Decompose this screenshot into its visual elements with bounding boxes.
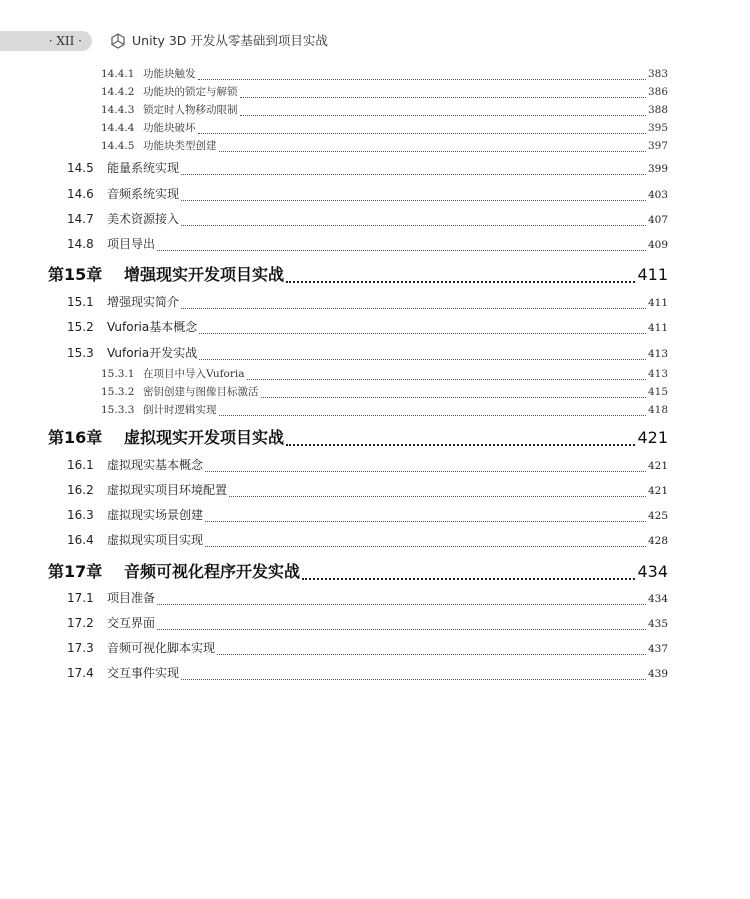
dot-leader [219, 415, 646, 416]
toc-entry-title: 音频可视化程序开发实战 [124, 562, 301, 581]
toc-entry-page: 411 [647, 322, 668, 334]
toc-entry-title: 在项目中导入Vuforia [143, 368, 245, 380]
toc-entry-page: 434 [647, 593, 668, 605]
toc-entry [0, 342, 750, 364]
toc-entry-title: 虚拟现实项目实现 [107, 533, 204, 547]
toc-entry-number: 15.3.2 [101, 386, 135, 398]
toc-entry-page: 397 [647, 140, 668, 152]
toc-entry [0, 559, 750, 585]
dot-leader [199, 333, 646, 334]
dot-leader [261, 397, 646, 398]
page-number-tab: · XII · [0, 31, 92, 51]
dot-leader [217, 654, 646, 655]
dot-leader [229, 496, 646, 497]
toc-entry [0, 637, 750, 659]
toc-entry-title: 功能块类型创建 [143, 140, 217, 152]
toc-entry-page: 415 [647, 386, 668, 398]
toc-entry-number: 第16章 [48, 428, 103, 447]
dot-leader [247, 379, 646, 380]
toc-entry-number: 17.4 [67, 666, 94, 680]
toc-entry [0, 365, 750, 383]
toc-entry-page: 437 [647, 643, 668, 655]
toc-entry-title: Vuforia基本概念 [107, 320, 198, 334]
toc-entry-page: 411 [637, 265, 668, 284]
running-header [0, 30, 420, 52]
toc-entry-number: 16.4 [67, 533, 94, 547]
toc-entry-page: 383 [647, 68, 668, 80]
toc-entry-page: 418 [647, 404, 668, 416]
toc-entry-title: 交互界面 [107, 616, 156, 630]
toc-entry-page: 403 [647, 189, 668, 201]
toc-entry-number: 第15章 [48, 265, 103, 284]
toc-entry-title: 虚拟现实开发项目实战 [124, 428, 285, 447]
toc-entry-title: 美术资源接入 [107, 212, 180, 226]
toc-entry-title: 锁定时人物移动限制 [143, 104, 238, 116]
toc-entry-title: 项目准备 [107, 591, 156, 605]
dot-leader [199, 359, 646, 360]
toc-entry-title: 交互事件实现 [107, 666, 180, 680]
toc-entry-number: 14.8 [67, 237, 94, 251]
toc-entry-number: 14.7 [67, 212, 94, 226]
toc-entry-title: 项目导出 [107, 237, 156, 251]
toc-entry-number: 14.4.2 [101, 86, 135, 98]
toc-entry [0, 157, 750, 179]
toc-entry-number: 16.3 [67, 508, 94, 522]
toc-entry-number: 15.1 [67, 295, 94, 309]
toc-entry [0, 119, 750, 137]
dot-leader [205, 471, 646, 472]
toc-entry-page: 439 [647, 668, 668, 680]
unity-logo-icon [110, 33, 126, 49]
toc-entry-page: 425 [647, 510, 668, 522]
toc-entry [0, 291, 750, 313]
toc-entry [0, 208, 750, 230]
toc-entry-number: 17.1 [67, 591, 94, 605]
toc-entry-page: 388 [647, 104, 668, 116]
toc-entry-page: 395 [647, 122, 668, 134]
toc-entry-page: 413 [647, 348, 668, 360]
toc-entry-title: 能量系统实现 [107, 161, 180, 175]
toc-entry [0, 479, 750, 501]
toc-entry-title: 音频可视化脚本实现 [107, 641, 216, 655]
toc-entry [0, 233, 750, 255]
dot-leader [181, 679, 646, 680]
toc-entry-page: 386 [647, 86, 668, 98]
toc-entry-title: 虚拟现实场景创建 [107, 508, 204, 522]
toc-entry [0, 454, 750, 476]
toc-entry [0, 83, 750, 101]
dot-leader [157, 629, 646, 630]
toc-entry-number: 17.3 [67, 641, 94, 655]
toc-entry-title: 虚拟现实项目环境配置 [107, 483, 228, 497]
toc-entry-number: 14.6 [67, 187, 94, 201]
dot-leader [198, 133, 646, 134]
toc-entry-title: 增强现实开发项目实战 [124, 265, 285, 284]
toc-entry-title: 增强现实简介 [107, 295, 180, 309]
toc-entry [0, 425, 750, 451]
toc-entry [0, 587, 750, 609]
toc-entry-number: 14.4.3 [101, 104, 135, 116]
toc-entry-number: 17.2 [67, 616, 94, 630]
toc-entry-number: 14.4.1 [101, 68, 135, 80]
toc-entry-page: 428 [647, 535, 668, 547]
toc-entry-number: 15.2 [67, 320, 94, 334]
toc-entry-number: 15.3 [67, 346, 94, 360]
toc-entry-number: 14.4.4 [101, 122, 135, 134]
toc-entry [0, 183, 750, 205]
toc-entry [0, 612, 750, 634]
toc-entry [0, 137, 750, 155]
toc-entry [0, 504, 750, 526]
toc-entry-page: 407 [647, 214, 668, 226]
toc-entry-page: 413 [647, 368, 668, 380]
toc-entry-number: 15.3.1 [101, 368, 135, 380]
toc-entry [0, 262, 750, 288]
dot-leader [302, 578, 635, 580]
toc-entry [0, 316, 750, 338]
toc-entry-title: 功能块破坏 [143, 122, 196, 134]
toc-entry-number: 第17章 [48, 562, 103, 581]
toc-entry [0, 662, 750, 684]
toc-entry-page: 421 [647, 460, 668, 472]
toc-entry-page: 411 [647, 297, 668, 309]
toc-entry-number: 16.1 [67, 458, 94, 472]
dot-leader [205, 546, 646, 547]
toc-entry-page: 421 [647, 485, 668, 497]
toc-entry-title: 功能块触发 [143, 68, 196, 80]
toc-entry-number: 14.5 [67, 161, 94, 175]
toc-entry [0, 65, 750, 83]
toc-entry-title: 倒计时逻辑实现 [143, 404, 217, 416]
toc-entry-number: 14.4.5 [101, 140, 135, 152]
toc-entry-page: 435 [647, 618, 668, 630]
toc-entry-title: Vuforia开发实战 [107, 346, 198, 360]
toc-entry-number: 15.3.3 [101, 404, 135, 416]
toc-entry [0, 101, 750, 119]
dot-leader [286, 444, 635, 446]
toc-entry-title: 功能块的锁定与解锁 [143, 86, 238, 98]
toc-entry-title: 虚拟现实基本概念 [107, 458, 204, 472]
dot-leader [219, 151, 646, 152]
dot-leader [181, 174, 646, 175]
toc-entry-title: 密钥创建与图像目标激活 [143, 386, 259, 398]
dot-leader [181, 200, 646, 201]
dot-leader [240, 97, 646, 98]
dot-leader [181, 308, 646, 309]
dot-leader [198, 79, 646, 80]
dot-leader [157, 604, 646, 605]
toc-entry [0, 529, 750, 551]
toc-entry-page: 399 [647, 163, 668, 175]
toc-entry-page: 421 [637, 428, 668, 447]
toc-entry-page: 409 [647, 239, 668, 251]
toc-entry-title: 音频系统实现 [107, 187, 180, 201]
dot-leader [157, 250, 646, 251]
toc-entry [0, 401, 750, 419]
toc-entry-number: 16.2 [67, 483, 94, 497]
dot-leader [181, 225, 646, 226]
dot-leader [205, 521, 646, 522]
toc-entry [0, 383, 750, 401]
toc-entry-page: 434 [637, 562, 668, 581]
dot-leader [240, 115, 646, 116]
book-title: Unity 3D 开发从零基础到项目实战 [132, 33, 328, 48]
dot-leader [286, 281, 635, 283]
